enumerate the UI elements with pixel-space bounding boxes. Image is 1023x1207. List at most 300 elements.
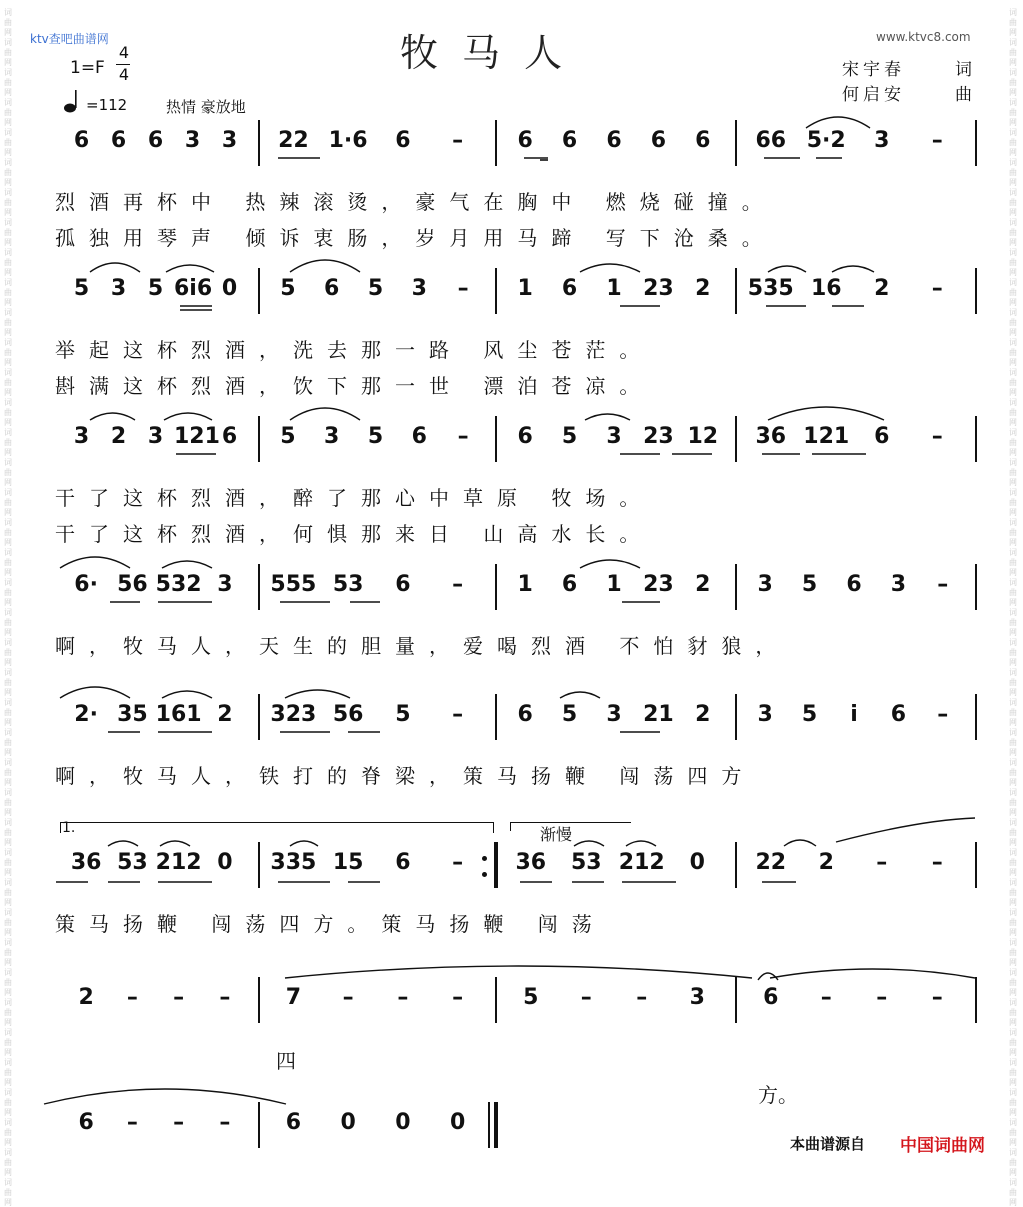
note: 2	[110, 424, 127, 449]
watermark-char: 词	[1009, 758, 1017, 767]
watermark-char: 曲	[1009, 468, 1017, 477]
note: 6	[73, 128, 90, 153]
watermark-char: 词	[4, 548, 12, 557]
note: 53	[332, 572, 364, 597]
slur-arc	[770, 969, 975, 978]
watermark-char: 曲	[4, 468, 12, 477]
watermark-char: 词	[4, 698, 12, 707]
slur-arc	[44, 1089, 286, 1104]
note: –	[457, 276, 469, 301]
watermark-char: 网	[1009, 538, 1017, 547]
watermark-char: 词	[1009, 188, 1017, 197]
watermark-char: 网	[4, 388, 12, 397]
slur-arc	[285, 966, 752, 978]
watermark-char: 曲	[1009, 678, 1017, 687]
note: –	[457, 424, 469, 449]
site-watermark-right[interactable]: www.ktvc8.com	[876, 30, 971, 44]
note: 6	[763, 985, 779, 1010]
lyric-line: 干了这杯烈酒，醉了那心中草原 牧场。	[55, 486, 654, 510]
watermark-char: 曲	[1009, 198, 1017, 207]
watermark-char: 网	[4, 868, 12, 877]
tie-arc	[836, 818, 975, 842]
watermark-char: 曲	[4, 318, 12, 327]
note: i	[850, 702, 858, 727]
watermark-char: 网	[4, 808, 12, 817]
slur-arc	[806, 117, 870, 128]
watermark-char: 网	[4, 1168, 12, 1177]
watermark-char: 曲	[4, 708, 12, 717]
note: 6	[606, 128, 622, 153]
watermark-char: 网	[4, 118, 12, 127]
note: 53	[117, 850, 148, 875]
note: 2	[818, 850, 834, 875]
watermark-char: 网	[1009, 1198, 1017, 1207]
watermark-char: 曲	[4, 618, 12, 627]
watermark-char: 网	[4, 1018, 12, 1027]
watermark-char: 词	[1009, 788, 1017, 797]
watermark-char: 词	[4, 608, 12, 617]
note: –	[580, 985, 592, 1010]
watermark-char: 曲	[1009, 1068, 1017, 1077]
slur-arc	[832, 266, 874, 272]
watermark-char: 词	[1009, 8, 1017, 17]
watermark-char: 词	[1009, 818, 1017, 827]
note: 2	[217, 702, 233, 727]
watermark-char: 词	[4, 728, 12, 737]
note: 15	[332, 850, 364, 875]
note: 6	[285, 1110, 302, 1135]
slur-arc	[290, 260, 360, 272]
watermark-char: 词	[1009, 1178, 1017, 1187]
watermark-char: 曲	[4, 738, 12, 747]
watermark-char: 曲	[1009, 408, 1017, 417]
note: 2	[78, 985, 94, 1010]
watermark-char: 词	[1009, 398, 1017, 407]
watermark-char: 网	[1009, 568, 1017, 577]
slur-arc	[574, 841, 604, 846]
watermark-char: 网	[4, 238, 12, 247]
note: 3	[606, 702, 622, 727]
note: 2	[874, 276, 890, 301]
note: 3	[73, 424, 90, 449]
watermark-char: 曲	[1009, 1188, 1017, 1197]
watermark-char: 词	[1009, 68, 1017, 77]
note: 5	[561, 424, 578, 449]
note: 5	[73, 276, 90, 301]
watermark-char: 词	[4, 68, 12, 77]
note: 3	[606, 424, 622, 449]
note: 3	[217, 572, 233, 597]
note: –	[876, 985, 888, 1010]
note: 6	[395, 128, 411, 153]
watermark-char: 曲	[1009, 48, 1017, 57]
watermark-char: 词	[1009, 608, 1017, 617]
note: 5	[561, 702, 578, 727]
watermark-char: 网	[1009, 868, 1017, 877]
watermark-char: 词	[1009, 698, 1017, 707]
note: 5	[523, 985, 539, 1010]
watermark-char: 曲	[4, 588, 12, 597]
fermata-icon	[758, 973, 778, 980]
watermark-char: 词	[4, 218, 12, 227]
note: 1	[517, 572, 533, 597]
watermark-char: 词	[4, 818, 12, 827]
watermark-char: 词	[1009, 668, 1017, 677]
watermark-char: 曲	[1009, 708, 1017, 717]
slur-arc	[560, 692, 600, 698]
note: 212	[618, 850, 665, 875]
watermark-char: 词	[4, 1088, 12, 1097]
note: 5	[395, 702, 411, 727]
note: 335	[270, 850, 317, 875]
note: 6	[650, 128, 667, 153]
note: –	[219, 1110, 231, 1135]
note: –	[126, 1110, 138, 1135]
watermark-char: 词	[1009, 428, 1017, 437]
note: –	[452, 128, 464, 153]
watermark-char: 词	[1009, 98, 1017, 107]
note: 532	[155, 572, 202, 597]
watermark-char: 曲	[4, 918, 12, 927]
watermark-char: 曲	[1009, 798, 1017, 807]
watermark-char: 词	[1009, 278, 1017, 287]
watermark-char: 网	[4, 748, 12, 757]
lyric-line: 干了这杯烈酒，何惧那来日 山高水长。	[55, 522, 654, 546]
watermark-char: 词	[4, 308, 12, 317]
watermark-char: 网	[4, 28, 12, 37]
watermark-char: 曲	[1009, 288, 1017, 297]
note: 5	[367, 424, 384, 449]
note: 0	[449, 1110, 466, 1135]
watermark-char: 词	[4, 788, 12, 797]
note: 2·	[74, 702, 98, 727]
note: –	[126, 985, 138, 1010]
watermark-char: 曲	[1009, 768, 1017, 777]
watermark-char: 网	[1009, 388, 1017, 397]
watermark-char: 网	[4, 1108, 12, 1117]
lyric-line: 策马扬鞭 闯荡四方。策马扬鞭 闯荡	[55, 912, 606, 936]
note: 3	[324, 424, 340, 449]
note: 3	[757, 572, 773, 597]
note: 0	[689, 850, 705, 875]
note: 56	[332, 702, 364, 727]
watermark-char: 曲	[4, 348, 12, 357]
watermark-char: 词	[1009, 998, 1017, 1007]
note: 1·6	[328, 128, 368, 153]
watermark-char: 曲	[1009, 138, 1017, 147]
watermark-char: 词	[4, 1058, 12, 1067]
watermark-char: 曲	[1009, 318, 1017, 327]
watermark-char: 网	[4, 928, 12, 937]
watermark-char: 曲	[4, 1038, 12, 1047]
watermark-char: 网	[1009, 898, 1017, 907]
watermark-char: 网	[1009, 928, 1017, 937]
watermark-char: 曲	[1009, 1098, 1017, 1107]
watermark-char: 曲	[4, 678, 12, 687]
watermark-char: 网	[4, 658, 12, 667]
source-site-link[interactable]: 中国词曲网	[900, 1136, 985, 1156]
watermark-char: 词	[4, 668, 12, 677]
lyric-line: 斟满这杯烈酒，饮下那一世 漂泊苍凉。	[55, 374, 654, 398]
watermark-char: 词	[4, 278, 12, 287]
note: 0	[340, 1110, 356, 1135]
watermark-char: 曲	[1009, 558, 1017, 567]
watermark-char: 网	[1009, 28, 1017, 37]
note: 2	[695, 572, 711, 597]
watermark-char: 词	[1009, 38, 1017, 47]
slur-arc	[580, 264, 640, 272]
note: 6	[324, 276, 340, 301]
watermark-char: 网	[4, 718, 12, 727]
watermark-char: 曲	[4, 1068, 12, 1077]
watermark-char: 曲	[1009, 978, 1017, 987]
watermark-char: 网	[1009, 178, 1017, 187]
slur-arc	[60, 557, 130, 568]
note: –	[876, 850, 888, 875]
slur-arc	[108, 841, 138, 846]
note: 6i6	[174, 276, 213, 301]
watermark-char: 词	[1009, 1148, 1017, 1157]
watermark-char: 曲	[4, 1188, 12, 1197]
note: 6	[517, 424, 533, 449]
watermark-char: 网	[1009, 418, 1017, 427]
watermark-char: 词	[4, 578, 12, 587]
watermark-char: 曲	[4, 258, 12, 267]
note: 5	[280, 276, 296, 301]
watermark-char: 曲	[4, 858, 12, 867]
note: 3	[890, 572, 907, 597]
watermark-char: 网	[4, 208, 12, 217]
note: 23	[643, 424, 674, 449]
watermark-char: 曲	[1009, 948, 1017, 957]
watermark-char: 曲	[4, 228, 12, 237]
watermark-char: 词	[4, 938, 12, 947]
note: 66	[755, 128, 787, 153]
slur-arc	[90, 263, 140, 272]
watermark-char: 网	[4, 358, 12, 367]
watermark-char: 曲	[1009, 1008, 1017, 1017]
watermark-char: 词	[4, 428, 12, 437]
note: 0	[395, 1110, 411, 1135]
watermark-char: 曲	[4, 438, 12, 447]
site-watermark-left[interactable]: ktv查吧曲谱网	[30, 32, 109, 46]
watermark-char: 网	[1009, 148, 1017, 157]
watermark-char: 词	[4, 158, 12, 167]
watermark-char: 词	[1009, 338, 1017, 347]
note: –	[452, 985, 464, 1010]
watermark-char: 网	[1009, 1138, 1017, 1147]
watermark-char: 词	[1009, 158, 1017, 167]
note: 6	[411, 424, 427, 449]
key-signature: 1=F	[70, 58, 105, 78]
watermark-char: 网	[4, 598, 12, 607]
note: 6	[695, 128, 711, 153]
note: 7	[285, 985, 302, 1010]
watermark-char: 曲	[4, 408, 12, 417]
note: –	[931, 276, 943, 301]
note: 22	[278, 128, 309, 153]
note: 6·	[74, 572, 98, 597]
watermark-char: 词	[1009, 1028, 1017, 1037]
watermark-char: 曲	[4, 498, 12, 507]
watermark-char: 曲	[4, 48, 12, 57]
composer-role: 曲	[955, 85, 976, 105]
watermark-char: 曲	[4, 1098, 12, 1107]
watermark-char: 网	[4, 58, 12, 67]
watermark-char: 曲	[1009, 888, 1017, 897]
lyric-line: 孤独用琴声 倾诉衷肠，岁月用马蹄 写下沧桑。	[55, 226, 776, 250]
note: 36	[755, 424, 787, 449]
slur-arc	[162, 561, 212, 568]
slur-arc	[290, 841, 318, 846]
watermark-char: 词	[1009, 848, 1017, 857]
watermark-char: 网	[4, 538, 12, 547]
time-signature-bottom: 4	[118, 65, 130, 84]
volta-bracket-label: 1.	[62, 820, 76, 836]
watermark-char: 网	[4, 628, 12, 637]
note: 56	[117, 572, 148, 597]
watermark-char: 词	[4, 848, 12, 857]
watermark-char: 曲	[1009, 648, 1017, 657]
note: 5	[280, 424, 296, 449]
watermark-char: 词	[4, 758, 12, 767]
lyric-line: 啊，牧马人，天生的胆量，爱喝烈酒 不怕豺狼，	[55, 634, 790, 658]
watermark-char: 词	[4, 638, 12, 647]
note: 121	[803, 424, 850, 449]
watermark-char: 曲	[1009, 18, 1017, 27]
watermark-char: 词	[1009, 218, 1017, 227]
watermark-char: 词	[1009, 518, 1017, 527]
watermark-char: 网	[1009, 1048, 1017, 1057]
note: –	[219, 985, 231, 1010]
note: 3	[147, 424, 164, 449]
watermark-char: 词	[4, 188, 12, 197]
note: 6	[110, 128, 127, 153]
note: –	[931, 850, 943, 875]
watermark-char: 网	[4, 88, 12, 97]
tempo-marking: =112	[86, 96, 128, 114]
watermark-char: 网	[1009, 118, 1017, 127]
note: 3	[110, 276, 127, 301]
lyric-line: 啊，牧马人，铁打的脊梁，策马扬鞭 闯荡四方	[55, 764, 756, 788]
watermark-char: 曲	[4, 288, 12, 297]
note: 36	[70, 850, 102, 875]
note: –	[397, 985, 409, 1010]
note: –	[173, 985, 185, 1010]
note: 3	[184, 128, 201, 153]
slur-arc	[768, 407, 884, 420]
watermark-char: 曲	[1009, 528, 1017, 537]
watermark-char: 网	[1009, 1078, 1017, 1087]
note: –	[636, 985, 648, 1010]
note: 35	[117, 702, 148, 727]
watermark-char: 曲	[4, 198, 12, 207]
watermark-char: 曲	[4, 978, 12, 987]
note: 6	[147, 128, 164, 153]
watermark-char: 曲	[1009, 828, 1017, 837]
slur-arc	[580, 560, 640, 568]
composer-name: 何启安	[842, 85, 905, 105]
watermark-char: 曲	[4, 528, 12, 537]
note: 5	[801, 572, 818, 597]
note: 6	[874, 424, 890, 449]
watermark-char: 曲	[4, 168, 12, 177]
watermark-char: 网	[4, 328, 12, 337]
slur-arc	[164, 413, 212, 420]
watermark-char: 词	[1009, 728, 1017, 737]
watermark-char: 词	[1009, 488, 1017, 497]
watermark-char: 网	[4, 1048, 12, 1057]
watermark-char: 词	[4, 8, 12, 17]
watermark-char: 网	[1009, 628, 1017, 637]
watermark-char: 曲	[1009, 738, 1017, 747]
watermark-char: 网	[1009, 88, 1017, 97]
note: 22	[755, 850, 787, 875]
watermark-char: 曲	[4, 888, 12, 897]
watermark-char: 词	[1009, 1118, 1017, 1127]
note: 2	[695, 276, 711, 301]
watermark-char: 词	[1009, 308, 1017, 317]
watermark-char: 词	[4, 998, 12, 1007]
watermark-char: 曲	[4, 1158, 12, 1167]
note: 6	[561, 572, 578, 597]
time-signature-top: 4	[118, 43, 130, 62]
watermark-char: 网	[4, 448, 12, 457]
watermark-char: 词	[4, 488, 12, 497]
note: 6	[517, 702, 533, 727]
watermark-char: 网	[1009, 988, 1017, 997]
watermark-char: 词	[1009, 1088, 1017, 1097]
note: 5	[367, 276, 384, 301]
watermark-char: 曲	[1009, 78, 1017, 87]
watermark-char: 网	[1009, 58, 1017, 67]
song-title: 牧马人	[400, 31, 587, 75]
watermark-char: 曲	[1009, 1158, 1017, 1167]
watermark-char: 词	[1009, 638, 1017, 647]
watermark-char: 网	[4, 478, 12, 487]
watermark-char: 词	[4, 518, 12, 527]
watermark-char: 网	[1009, 808, 1017, 817]
watermark-char: 网	[1009, 718, 1017, 727]
note: –	[931, 424, 943, 449]
note: –	[937, 702, 949, 727]
note: –	[342, 985, 354, 1010]
tempo-change-marking: 渐慢	[540, 825, 573, 844]
note: –	[931, 128, 943, 153]
watermark-char: 曲	[4, 1008, 12, 1017]
watermark-char: 曲	[1009, 108, 1017, 117]
watermark-char: 网	[4, 838, 12, 847]
slur-arc	[626, 841, 656, 846]
note: 53	[570, 850, 602, 875]
note: 3	[411, 276, 427, 301]
watermark-char: 词	[4, 98, 12, 107]
expression-marking: 热情 豪放地	[166, 98, 246, 116]
note: 6	[78, 1110, 94, 1135]
slur-arc	[166, 265, 214, 272]
watermark-char: 词	[1009, 548, 1017, 557]
watermark-char: 网	[4, 298, 12, 307]
watermark-char: 网	[4, 1078, 12, 1087]
note: –	[931, 985, 943, 1010]
watermark-char: 网	[4, 688, 12, 697]
note: 6	[395, 572, 411, 597]
note: 16	[810, 276, 842, 301]
note: 535	[747, 276, 794, 301]
note: 36	[515, 850, 547, 875]
watermark-char: 网	[1009, 778, 1017, 787]
watermark-char: 网	[1009, 958, 1017, 967]
